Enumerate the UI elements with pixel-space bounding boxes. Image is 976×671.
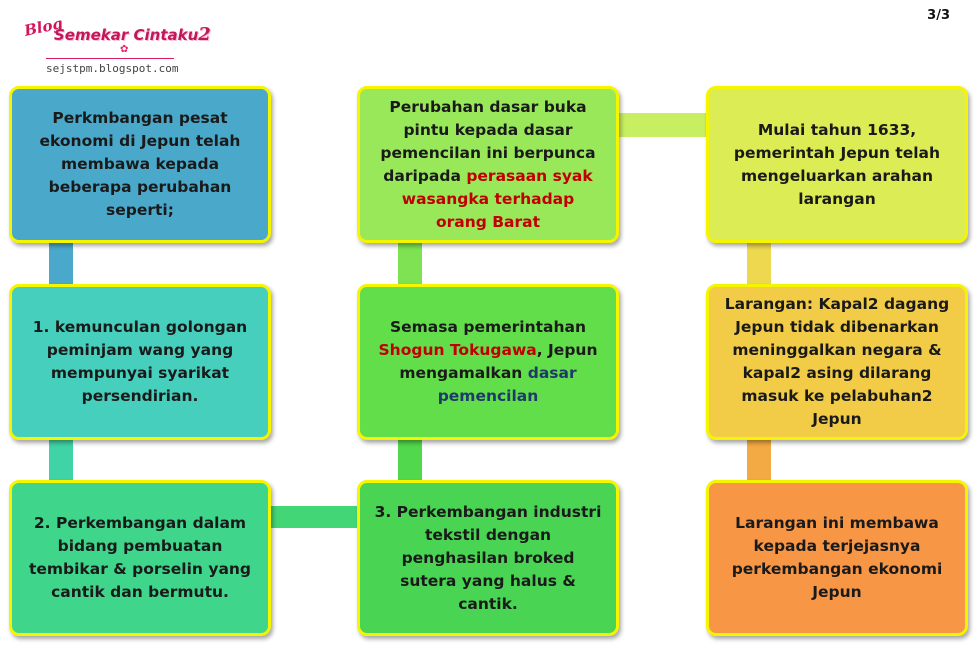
connector-b3-b4 — [270, 506, 360, 528]
logo-blog-text: Blog — [22, 14, 65, 40]
box-text-group — [374, 96, 602, 234]
box-terjejas-ekonomi — [706, 480, 968, 636]
box-shogun-tokugawa — [357, 284, 619, 440]
box-golongan-peminjam — [9, 284, 271, 440]
logo-number: 2 — [198, 24, 211, 45]
logo-name-text: Semekar Cintaku — [54, 26, 199, 44]
connector-b2-b3 — [49, 437, 73, 483]
flower-icon: ✿ — [120, 44, 129, 55]
box-text: Perkmbangan pesat ekonomi di Jepun telah membawa kepada beberapa perubahan seperti; — [39, 109, 241, 219]
box-tembikar-porselin — [9, 480, 271, 636]
box-text: Perubahan dasar buka pintu kepada dasar pemencilan ini berpunca daripada — [380, 97, 596, 185]
connector-b4-b5 — [398, 436, 422, 484]
logo-url: sejstpm.blogspot.com — [46, 62, 179, 75]
page-number: 3/3 — [927, 8, 950, 23]
box-text: Larangan: Kapal2 dagang Jepun tidak dibenarkan meninggalkan negara & kapal2 asing dilarang masuk ke pelabuhan2 Jepun — [724, 295, 950, 428]
box-text: 3. Perkembangan industri tekstil dengan penghasilan broked sutera yang halus & cantik. — [374, 502, 602, 613]
box-perubahan-dasar — [357, 86, 619, 243]
box-text: Semasa pemerintahan — [389, 318, 587, 336]
logo-name — [54, 24, 211, 45]
connector-b6-b7 — [617, 113, 709, 137]
connector-b8-b9 — [747, 437, 771, 483]
connector-b1-b2 — [49, 240, 73, 288]
highlight-dasar-pemencilan: dasar pemencilan — [437, 364, 577, 405]
logo-divider — [46, 58, 174, 59]
box-larangan — [706, 284, 968, 440]
highlight-syak-wasangka: perasaan syak wasangka terhadap orang Barat — [401, 166, 593, 231]
box-text-group — [374, 316, 602, 408]
box-industri-tekstil — [357, 480, 619, 636]
box-text: 2. Perkembangan dalam bidang pembuatan tembikar & porselin yang cantik dan bermutu. — [28, 514, 252, 601]
box-text: Mulai tahun 1633, pemerintah Jepun telah mengeluarkan arahan larangan — [733, 120, 941, 208]
box-mulai-1633 — [706, 86, 968, 243]
connector-b5-b6 — [398, 240, 422, 288]
box-perkembangan-ekonomi — [9, 86, 271, 243]
box-text: Larangan ini membawa kepada terjejasnya perkembangan ekonomi Jepun — [731, 514, 943, 601]
connector-b7-b8 — [747, 240, 771, 288]
blog-logo — [22, 14, 214, 78]
box-text: 1. kemunculan golongan peminjam wang yang mempunyai syarikat persendirian. — [32, 318, 248, 405]
box-text: , Jepun mengamalkan — [399, 341, 598, 382]
highlight-shogun: Shogun Tokugawa — [378, 341, 537, 359]
